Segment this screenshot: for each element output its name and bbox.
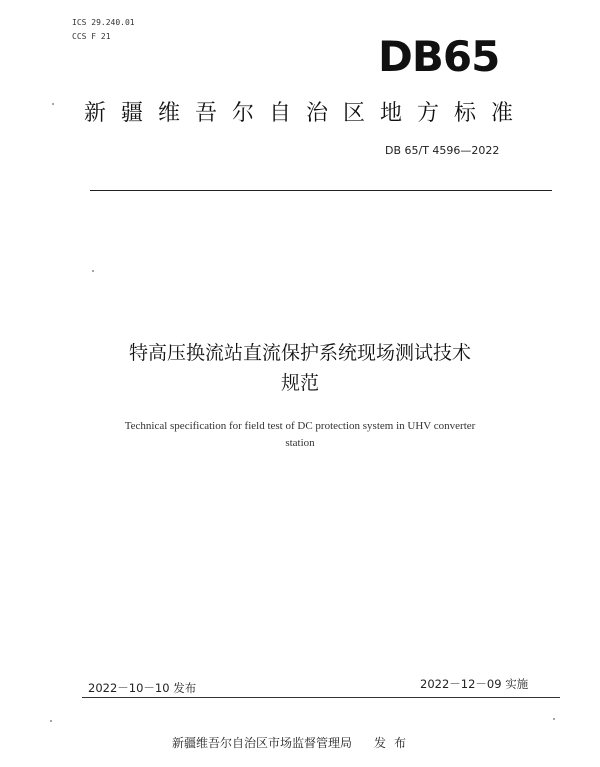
- scan-speck: [50, 720, 52, 722]
- ics-code: ICS 29.240.01: [72, 18, 135, 27]
- issue-date: 2022－10－10 发布: [88, 681, 197, 695]
- title-chinese: [60, 338, 540, 398]
- title-chinese-line2: 规范: [280, 372, 319, 394]
- title-chinese-line1: 特高压换流站直流保护系统现场测试技术: [128, 342, 471, 364]
- footer-divider: [82, 697, 560, 698]
- title-english-line1: Technical specification for field test of DC protection system in UHV converter: [124, 420, 476, 432]
- ccs-code: CCS F 21: [72, 32, 111, 41]
- implementation-date: 2022－12－09 实施: [420, 677, 529, 691]
- title-english-line2: station: [285, 437, 315, 449]
- header-divider: [90, 190, 552, 191]
- classification-codes: [72, 16, 135, 44]
- title-english: [60, 418, 540, 452]
- authority-title: 新疆维吾尔自治区地方标准: [84, 101, 529, 126]
- scan-speck: [52, 103, 54, 105]
- scan-speck: [92, 270, 94, 272]
- issuer-action: 发布: [374, 736, 415, 750]
- db-logo: DB65: [378, 32, 500, 81]
- scan-speck: [553, 718, 555, 720]
- issuer-line: [172, 734, 414, 751]
- issuer-name: 新疆维吾尔自治区市场监督管理局: [172, 736, 353, 750]
- standard-number: DB 65/T 4596—2022: [385, 144, 500, 157]
